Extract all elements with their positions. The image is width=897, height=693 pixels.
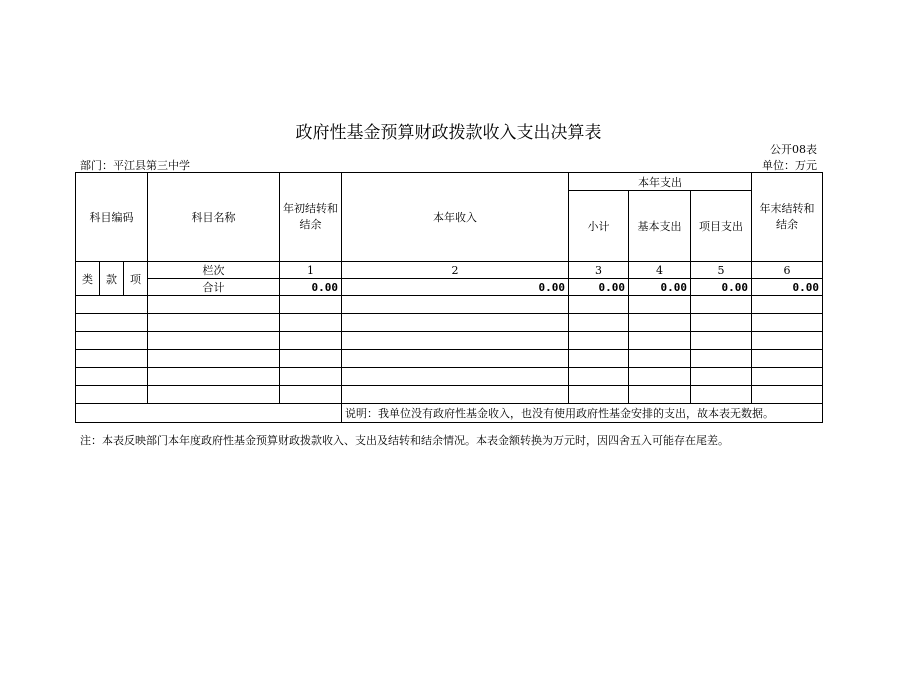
header-opening-balance: 年初结转和结余: [280, 173, 342, 262]
header-subject-code: 科目编码: [76, 173, 148, 262]
header-lei: 类: [76, 262, 100, 296]
footnote: 注：本表反映部门本年度政府性基金预算财政拨款收入、支出及结转和结余情况。本表金额转换为万元时，因四舍五入可能存在尾差。: [80, 434, 729, 447]
total-value: 0.00: [629, 279, 691, 296]
column-number: 6: [752, 262, 823, 279]
column-number: 1: [280, 262, 342, 279]
total-row-label: 合计: [148, 279, 280, 296]
header-expenditure-group: 本年支出: [569, 173, 752, 191]
column-index-label: 栏次: [148, 262, 280, 279]
header-income: 本年收入: [342, 173, 569, 262]
header-closing-balance: 年末结转和结余: [752, 173, 823, 262]
department-label: 部门：平江县第三中学: [80, 159, 190, 172]
column-number: 2: [342, 262, 569, 279]
form-number: 公开08表: [770, 143, 817, 156]
header-subtotal: 小计: [569, 191, 629, 262]
table-row: [76, 386, 823, 404]
table-row: [76, 368, 823, 386]
table-row: [76, 314, 823, 332]
table-row: [76, 350, 823, 368]
budget-table: [75, 172, 823, 423]
total-value: 0.00: [342, 279, 569, 296]
column-number: 4: [629, 262, 691, 279]
table-row: [76, 296, 823, 314]
explanation-text: 说明：我单位没有政府性基金收入，也没有使用政府性基金安排的支出，故本表无数据。: [342, 404, 823, 423]
column-number: 3: [569, 262, 629, 279]
header-kuan: 款: [100, 262, 124, 296]
table-row: [76, 332, 823, 350]
page-title: 政府性基金预算财政拨款收入支出决算表: [295, 123, 602, 143]
total-value: 0.00: [280, 279, 342, 296]
header-basic: 基本支出: [629, 191, 691, 262]
total-value: 0.00: [752, 279, 823, 296]
column-number: 5: [691, 262, 752, 279]
header-xiang: 项: [124, 262, 148, 296]
header-subject-name: 科目名称: [148, 173, 280, 262]
total-value: 0.00: [691, 279, 752, 296]
total-value: 0.00: [569, 279, 629, 296]
unit-label: 单位：万元: [762, 159, 817, 172]
header-project: 项目支出: [691, 191, 752, 262]
